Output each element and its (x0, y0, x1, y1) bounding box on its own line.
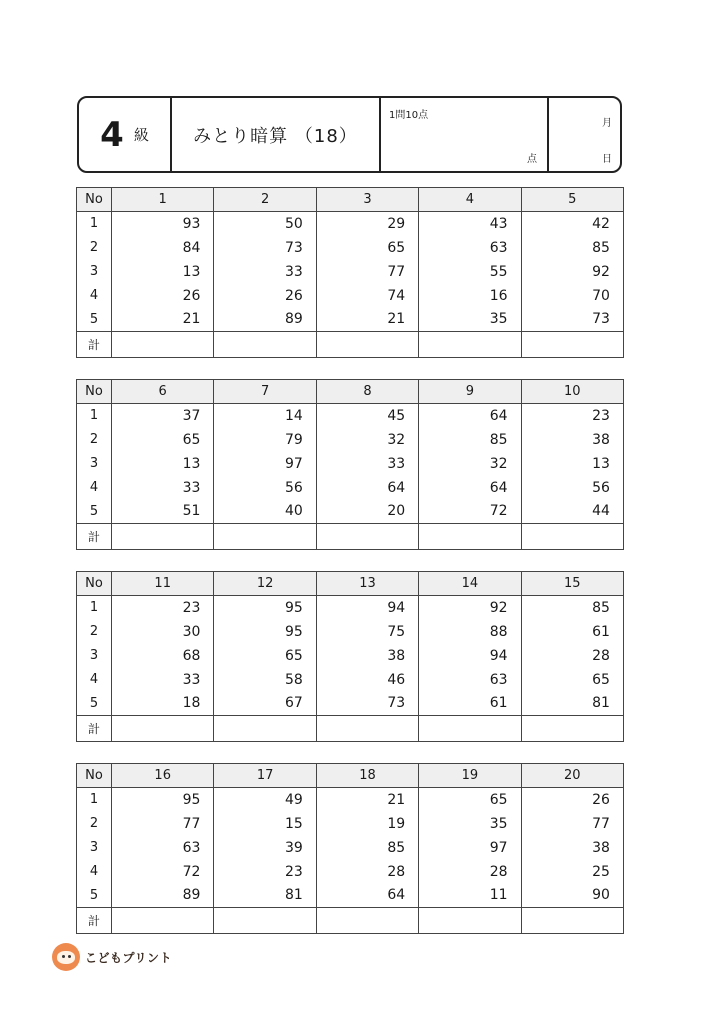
problem-number: 12 (214, 572, 316, 596)
answer-cell[interactable] (521, 908, 623, 934)
number-cell: 56 (214, 476, 316, 500)
number-cell: 26 (214, 284, 316, 308)
number-cell: 33 (112, 668, 214, 692)
answer-cell[interactable] (521, 716, 623, 742)
row-number: 4 (77, 860, 112, 884)
number-cell: 63 (419, 668, 521, 692)
number-cell: 39 (214, 836, 316, 860)
number-cell: 90 (521, 884, 623, 908)
number-cell: 23 (521, 404, 623, 428)
total-label: 計 (77, 524, 112, 550)
number-cell: 32 (419, 452, 521, 476)
date-cell[interactable] (549, 98, 620, 171)
number-cell: 28 (316, 860, 418, 884)
row-number: 4 (77, 668, 112, 692)
number-cell: 16 (419, 284, 521, 308)
worksheet-header (77, 96, 622, 173)
total-label: 計 (77, 332, 112, 358)
total-label: 計 (77, 908, 112, 934)
number-cell: 13 (112, 452, 214, 476)
number-cell: 14 (214, 404, 316, 428)
number-cell: 77 (521, 812, 623, 836)
number-cell: 92 (419, 596, 521, 620)
table-row (77, 404, 624, 428)
number-cell: 19 (316, 812, 418, 836)
number-cell: 73 (521, 308, 623, 332)
number-cell: 40 (214, 500, 316, 524)
number-cell: 11 (419, 884, 521, 908)
total-label: 計 (77, 716, 112, 742)
answer-cell[interactable] (316, 332, 418, 358)
number-cell: 88 (419, 620, 521, 644)
number-cell: 89 (214, 308, 316, 332)
number-cell: 37 (112, 404, 214, 428)
total-row (77, 332, 624, 358)
number-cell: 85 (521, 236, 623, 260)
problem-number: 17 (214, 764, 316, 788)
number-cell: 77 (316, 260, 418, 284)
table-row (77, 644, 624, 668)
score-note: 1問10点 (389, 110, 429, 121)
answer-cell[interactable] (112, 908, 214, 934)
number-cell: 23 (214, 860, 316, 884)
number-cell: 89 (112, 884, 214, 908)
score-unit: 点 (527, 154, 537, 165)
number-cell: 73 (214, 236, 316, 260)
table-row (77, 788, 624, 812)
number-cell: 28 (521, 644, 623, 668)
number-cell: 21 (316, 308, 418, 332)
day-label: 日 (602, 154, 612, 165)
table-row (77, 500, 624, 524)
total-row (77, 716, 624, 742)
number-cell: 18 (112, 692, 214, 716)
number-cell: 94 (419, 644, 521, 668)
number-cell: 61 (521, 620, 623, 644)
number-cell: 81 (521, 692, 623, 716)
table-row (77, 308, 624, 332)
answer-cell[interactable] (419, 332, 521, 358)
problem-number: 19 (419, 764, 521, 788)
number-cell: 79 (214, 428, 316, 452)
answer-cell[interactable] (214, 908, 316, 934)
row-number: 5 (77, 308, 112, 332)
number-cell: 35 (419, 308, 521, 332)
worksheet-title: みとり暗算 （18） (172, 98, 381, 171)
number-cell: 32 (316, 428, 418, 452)
table-header-row (77, 380, 624, 404)
number-cell: 26 (521, 788, 623, 812)
number-cell: 42 (521, 212, 623, 236)
row-number: 4 (77, 284, 112, 308)
number-cell: 92 (521, 260, 623, 284)
answer-cell[interactable] (112, 332, 214, 358)
table-row (77, 452, 624, 476)
month-label: 月 (602, 118, 612, 129)
number-cell: 20 (316, 500, 418, 524)
number-cell: 13 (521, 452, 623, 476)
problem-table-2 (76, 379, 624, 550)
table-row (77, 596, 624, 620)
number-cell: 64 (419, 404, 521, 428)
row-number: 3 (77, 452, 112, 476)
number-cell: 38 (316, 644, 418, 668)
number-cell: 46 (316, 668, 418, 692)
number-cell: 50 (214, 212, 316, 236)
number-cell: 65 (316, 236, 418, 260)
number-cell: 64 (316, 884, 418, 908)
number-cell: 45 (316, 404, 418, 428)
row-number: 1 (77, 596, 112, 620)
row-number: 3 (77, 836, 112, 860)
row-number: 2 (77, 236, 112, 260)
number-cell: 58 (214, 668, 316, 692)
problem-number: 10 (521, 380, 623, 404)
problem-table-1 (76, 187, 624, 358)
number-cell: 77 (112, 812, 214, 836)
number-cell: 21 (112, 308, 214, 332)
table-row (77, 668, 624, 692)
answer-cell[interactable] (316, 524, 418, 550)
number-cell: 63 (112, 836, 214, 860)
number-cell: 33 (214, 260, 316, 284)
number-cell: 74 (316, 284, 418, 308)
score-cell[interactable] (381, 98, 549, 171)
row-number: 5 (77, 884, 112, 908)
brand-name: こどもプリント (85, 950, 173, 965)
answer-cell[interactable] (419, 524, 521, 550)
answer-cell[interactable] (214, 716, 316, 742)
answer-cell[interactable] (316, 908, 418, 934)
problem-number: 4 (419, 188, 521, 212)
number-cell: 64 (316, 476, 418, 500)
number-cell: 72 (419, 500, 521, 524)
number-cell: 15 (214, 812, 316, 836)
cat-logo-icon (52, 943, 80, 971)
no-header: No (77, 188, 112, 212)
row-number: 1 (77, 788, 112, 812)
problem-number: 1 (112, 188, 214, 212)
table-row (77, 236, 624, 260)
number-cell: 94 (316, 596, 418, 620)
no-header: No (77, 764, 112, 788)
row-number: 5 (77, 692, 112, 716)
level-cell (79, 98, 172, 171)
total-row (77, 524, 624, 550)
problem-number: 2 (214, 188, 316, 212)
answer-cell[interactable] (112, 524, 214, 550)
row-number: 5 (77, 500, 112, 524)
table-row (77, 860, 624, 884)
row-number: 2 (77, 812, 112, 836)
row-number: 3 (77, 644, 112, 668)
number-cell: 97 (419, 836, 521, 860)
number-cell: 26 (112, 284, 214, 308)
number-cell: 68 (112, 644, 214, 668)
table-row (77, 692, 624, 716)
problem-number: 7 (214, 380, 316, 404)
answer-cell[interactable] (521, 332, 623, 358)
number-cell: 44 (521, 500, 623, 524)
number-cell: 65 (112, 428, 214, 452)
row-number: 1 (77, 212, 112, 236)
problem-number: 16 (112, 764, 214, 788)
number-cell: 67 (214, 692, 316, 716)
number-cell: 30 (112, 620, 214, 644)
problem-number: 3 (316, 188, 418, 212)
number-cell: 85 (419, 428, 521, 452)
problem-number: 9 (419, 380, 521, 404)
number-cell: 28 (419, 860, 521, 884)
number-cell: 49 (214, 788, 316, 812)
level-number: 4 (100, 114, 124, 155)
table-row (77, 476, 624, 500)
number-cell: 55 (419, 260, 521, 284)
table-row (77, 284, 624, 308)
problem-number: 11 (112, 572, 214, 596)
number-cell: 97 (214, 452, 316, 476)
problem-number: 15 (521, 572, 623, 596)
table-header-row (77, 572, 624, 596)
table-row (77, 212, 624, 236)
number-cell: 23 (112, 596, 214, 620)
number-cell: 75 (316, 620, 418, 644)
problem-table-4 (76, 763, 624, 934)
number-cell: 70 (521, 284, 623, 308)
number-cell: 33 (316, 452, 418, 476)
table-row (77, 884, 624, 908)
problem-table-3 (76, 571, 624, 742)
number-cell: 29 (316, 212, 418, 236)
number-cell: 65 (521, 668, 623, 692)
number-cell: 73 (316, 692, 418, 716)
table-header-row (77, 764, 624, 788)
no-header: No (77, 572, 112, 596)
answer-cell[interactable] (419, 908, 521, 934)
number-cell: 38 (521, 836, 623, 860)
row-number: 4 (77, 476, 112, 500)
number-cell: 72 (112, 860, 214, 884)
number-cell: 95 (214, 596, 316, 620)
no-header: No (77, 380, 112, 404)
number-cell: 21 (316, 788, 418, 812)
number-cell: 65 (214, 644, 316, 668)
number-cell: 65 (419, 788, 521, 812)
row-number: 2 (77, 620, 112, 644)
row-number: 1 (77, 404, 112, 428)
number-cell: 43 (419, 212, 521, 236)
problem-number: 18 (316, 764, 418, 788)
problem-number: 20 (521, 764, 623, 788)
number-cell: 13 (112, 260, 214, 284)
number-cell: 95 (214, 620, 316, 644)
brand-logo (52, 943, 172, 971)
row-number: 3 (77, 260, 112, 284)
number-cell: 93 (112, 212, 214, 236)
number-cell: 35 (419, 812, 521, 836)
problem-number: 6 (112, 380, 214, 404)
problem-number: 8 (316, 380, 418, 404)
table-row (77, 260, 624, 284)
table-row (77, 428, 624, 452)
number-cell: 38 (521, 428, 623, 452)
row-number: 2 (77, 428, 112, 452)
table-row (77, 620, 624, 644)
number-cell: 85 (521, 596, 623, 620)
answer-cell[interactable] (214, 524, 316, 550)
number-cell: 51 (112, 500, 214, 524)
number-cell: 85 (316, 836, 418, 860)
number-cell: 63 (419, 236, 521, 260)
number-cell: 33 (112, 476, 214, 500)
level-suffix: 級 (133, 126, 149, 144)
number-cell: 56 (521, 476, 623, 500)
answer-cell[interactable] (214, 332, 316, 358)
number-cell: 25 (521, 860, 623, 884)
table-header-row (77, 188, 624, 212)
table-row (77, 836, 624, 860)
number-cell: 61 (419, 692, 521, 716)
problem-number: 5 (521, 188, 623, 212)
number-cell: 81 (214, 884, 316, 908)
answer-cell[interactable] (521, 524, 623, 550)
answer-cell[interactable] (316, 716, 418, 742)
number-cell: 95 (112, 788, 214, 812)
table-row (77, 812, 624, 836)
number-cell: 84 (112, 236, 214, 260)
number-cell: 64 (419, 476, 521, 500)
answer-cell[interactable] (112, 716, 214, 742)
answer-cell[interactable] (419, 716, 521, 742)
problem-number: 14 (419, 572, 521, 596)
total-row (77, 908, 624, 934)
problem-number: 13 (316, 572, 418, 596)
